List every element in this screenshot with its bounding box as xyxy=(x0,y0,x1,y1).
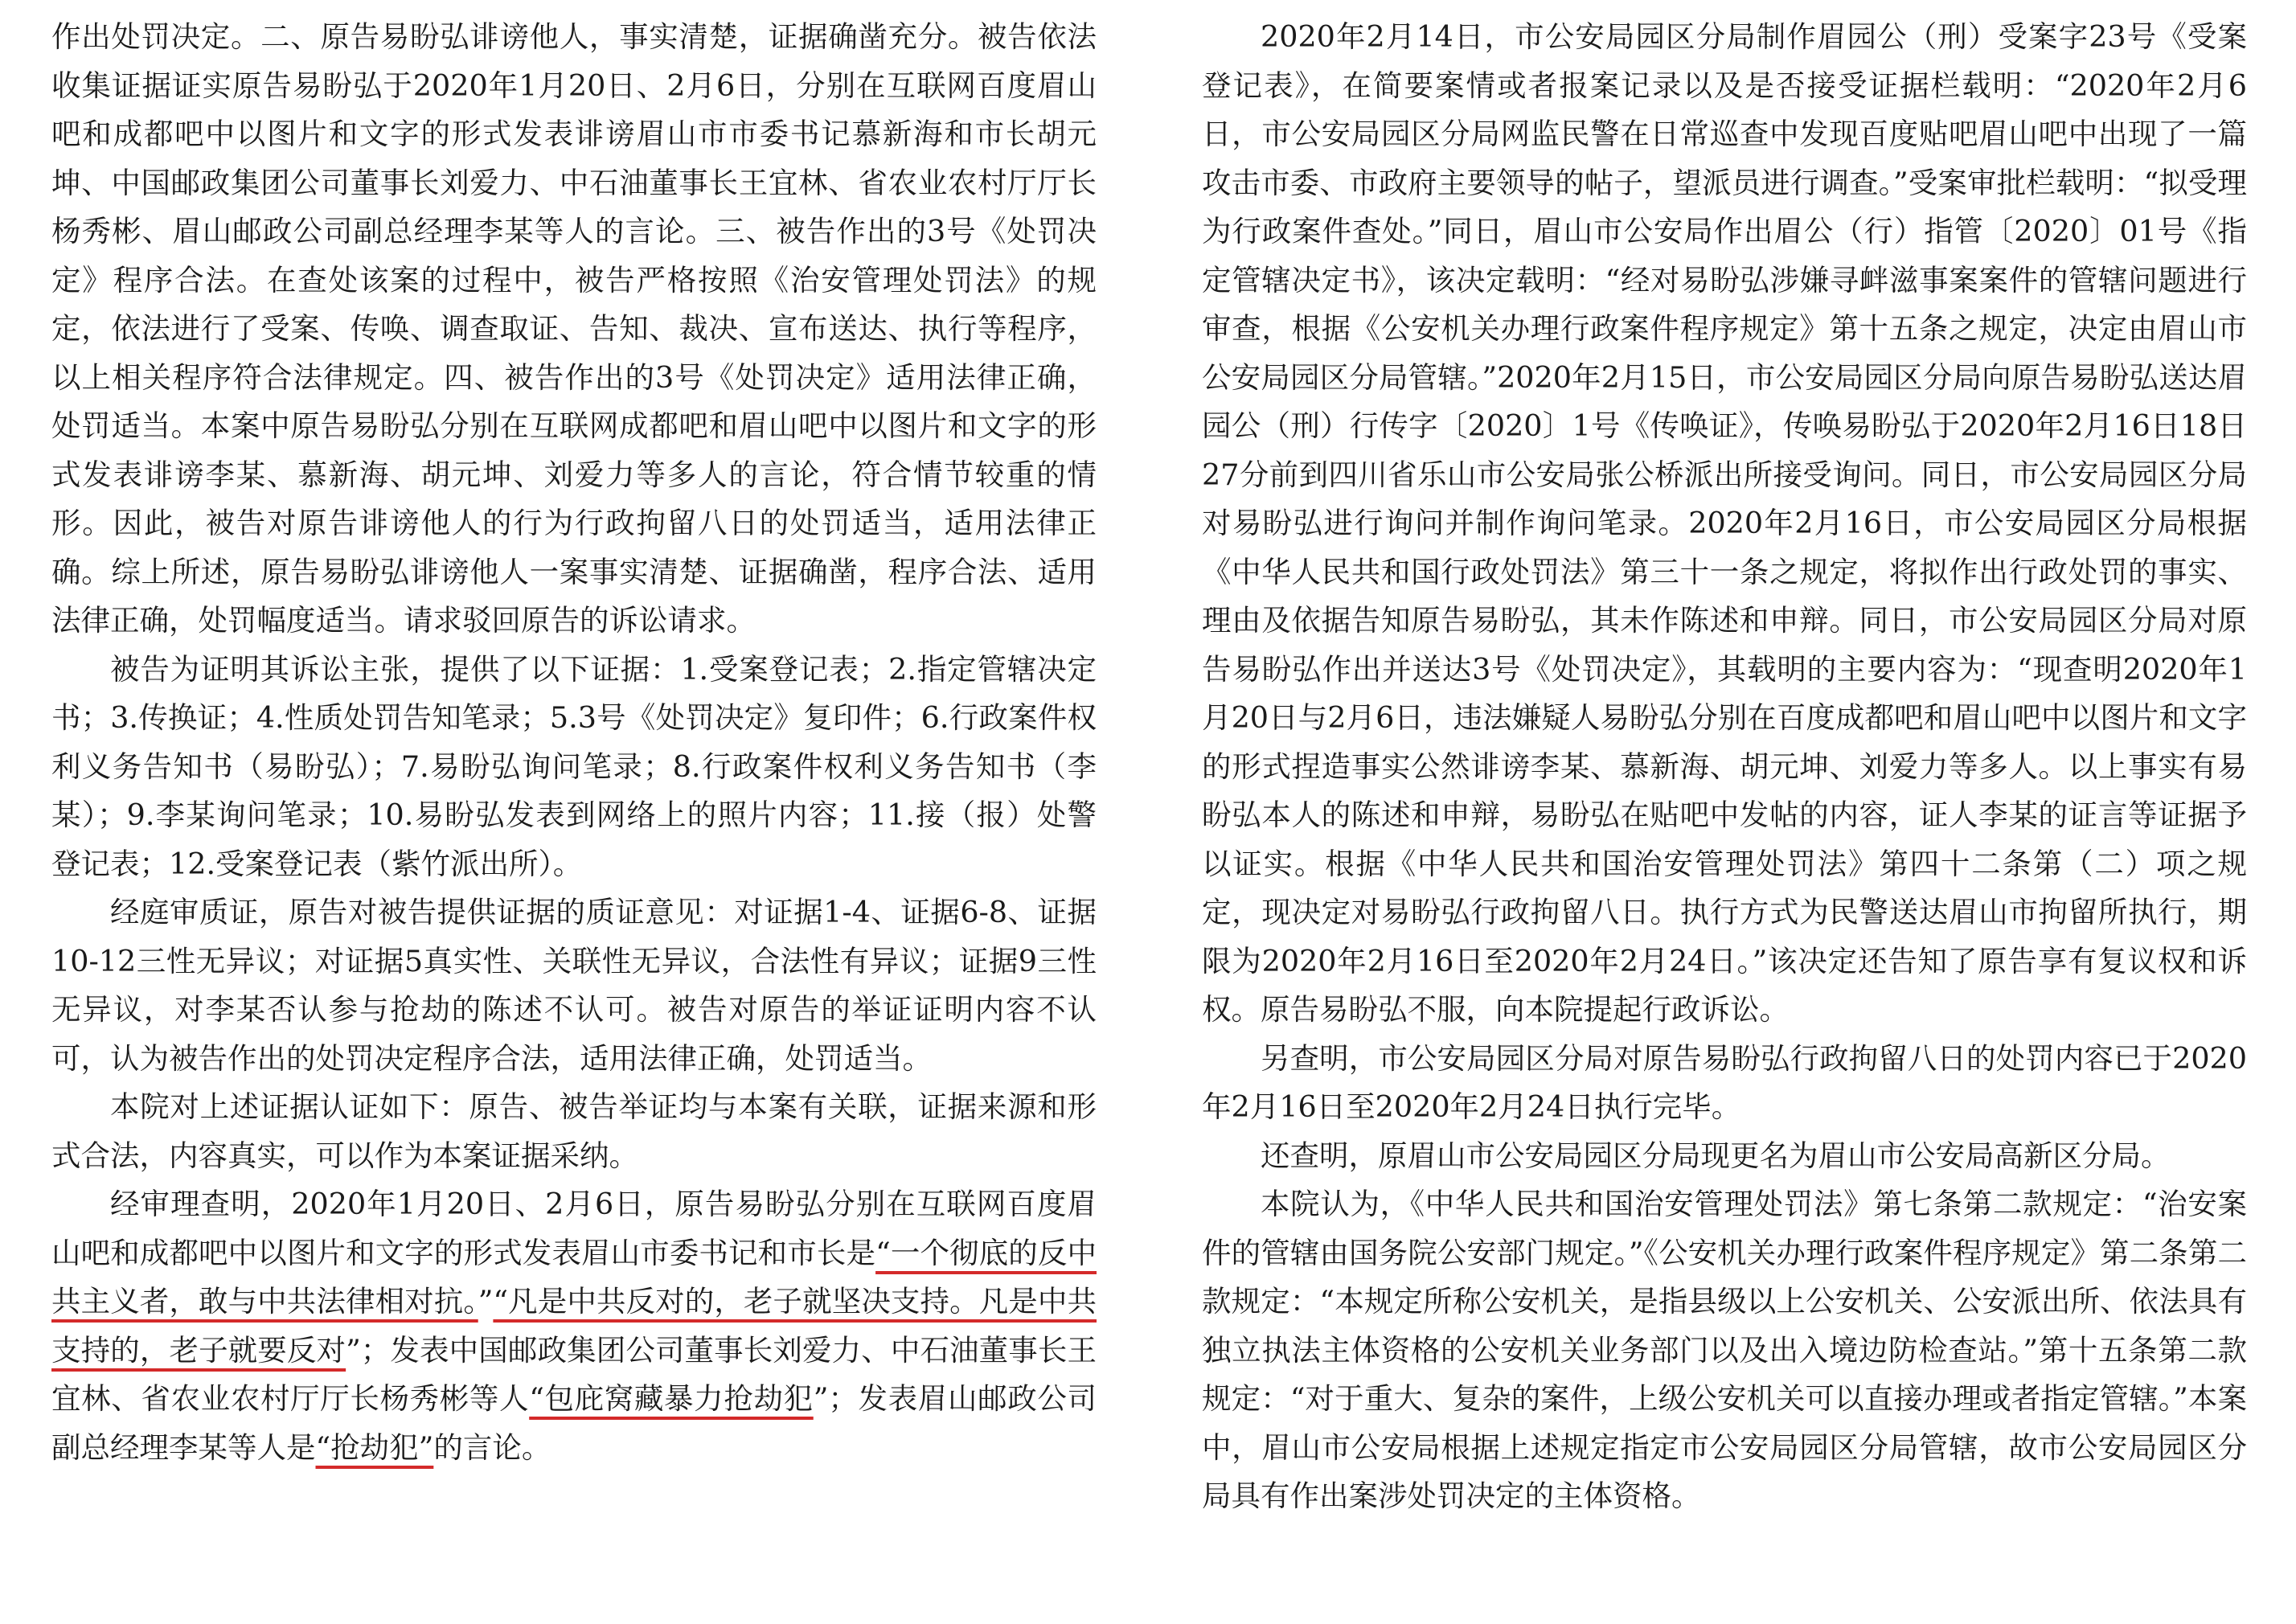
left-column xyxy=(51,13,1097,1472)
facts-text-4: ”；发表眉山邮政公司副总经理李某等人是 xyxy=(51,1381,1097,1465)
facts-text-5: 的言论。 xyxy=(433,1429,551,1465)
paragraph-defense-arguments: 作出处罚决定。二、原告易盼弘诽谤他人，事实清楚，证据确凿充分。被告依法收集证据证实原告易盼弘于2020年1月20日、2月6日，分别在互联网百度眉山吧和成都吧中以图片和文字的形式发表诽谤眉山市市委书记慕新海和市长胡元坤、中国邮政集团公司董事长刘爱力、中石油董事长王宜林、省农业农村厅厅长杨秀彬、眉山邮政公司副总经理李某等人的言论。三、被告作出的3号《处罚决定》程序合法。在查处该案的过程中，被告严格按照《治安管理处罚法》的规定，依法进行了受案、传唤、调查取证、告知、裁决、宣布送达、执行等程序，以上相关程序符合法律规定。四、被告作出的3号《处罚决定》适用法律正确，处罚适当。本案中原告易盼弘分别在互联网成都吧和眉山吧中以图片和文字的形式发表诽谤李某、慕新海、胡元坤、刘爱力等多人的言论，符合情节较重的情形。因此，被告对原告诽谤他人的行为行政拘留八日的处罚适当，适用法律正确。综上所述，原告易盼弘诽谤他人一案事实清楚、证据确凿，程序合法、适用法律正确，处罚幅度适当。请求驳回原告的诉讼请求。 xyxy=(51,19,1097,638)
underlined-quote-2: “凡是中共反对的，老子就坚决支持。凡是中共支持的，老子就要反对 xyxy=(51,1284,1097,1368)
underlined-quote-3: “包庇窝藏暴力抢劫犯 xyxy=(529,1381,814,1416)
paragraph-case-procedure: 2020年2月14日，市公安局园区分局制作眉园公（刑）受案字23号《受案登记表》，在简要案情或者报案记录以及是否接受证据栏载明：“2020年2月6日，市公安局园区分局网监民警在日常巡查中发现百度贴吧眉山吧中出现了一篇攻击市委、市政府主要领导的帖子，望派员进行调查。”受案审批栏载明：“拟受理为行政案件查处。”同日，眉山市公安局作出眉公（行）指管〔2020〕01号《指定管辖决定书》，该决定载明：“经对易盼弘涉嫌寻衅滋事案案件的管辖问题进行审查，根据《公安机关办理行政案件程序规定》第十五条之规定，决定由眉山市公安局园区分局管辖。”2020年2月15日，市公安局园区分局向原告易盼弘送达眉园公（刑）行传字〔2020〕1号《传唤证》，传唤易盼弘于2020年2月16日18日27分前到四川省乐山市公安局张公桥派出所接受询问。同日，市公安局园区分局对易盼弘进行询问并制作询问笔录。2020年2月16日，市公安局园区分局根据《中华人民共和国行政处罚法》第三十一条之规定，将拟作出行政处罚的事实、理由及依据告知原告易盼弘，其未作陈述和申辩。同日，市公安局园区分局对原告易盼弘作出并送达3号《处罚决定》，其载明的主要内容为：“现查明2020年1月20日与2月6日，违法嫌疑人易盼弘分别在百度成都吧和眉山吧中以图片和文字的形式捏造事实公然诽谤李某、慕新海、胡元坤、刘爱力等多人。以上事实有易盼弘本人的陈述和申辩，易盼弘在贴吧中发帖的内容，证人李某的证言等证据予以证实。根据《中华人民共和国治安管理处罚法》第四十二条第（二）项之规定，现决定对易盼弘行政拘留八日。执行方式为民警送达眉山市拘留所执行，期限为2020年2月16日至2020年2月24日。”该决定还告知了原告享有复议权和诉权。原告易盼弘不服，向本院提起行政诉讼。 xyxy=(1202,19,2247,1027)
underlined-quote-4: “抢劫犯” xyxy=(315,1429,434,1465)
paragraph-facts-found xyxy=(51,1180,1097,1472)
facts-text-3: ”；发表中国邮政集团公司董事长刘爱力、中石油董事长王宜林、省农业农村厅厅长杨秀彬等人 xyxy=(51,1332,1097,1416)
paragraph-court-opinion: 本院认为，《中华人民共和国治安管理处罚法》第七条第二款规定：“治安案件的管辖由国务院公安部门规定。”《公安机关办理行政案件程序规定》第二条第二款规定：“本规定所称公安机关，是指县级以上公安机关、公安派出所、依法具有独立执法主体资格的公安机关业务部门以及出入境边防检查站。”第十五条第二款规定：“对于重大、复杂的案件，上级公安机关可以直接办理或者指定管辖。”本案中，眉山市公安局根据上述规定指定市公安局园区分局管辖，故市公安局园区分局具有作出案涉处罚决定的主体资格。 xyxy=(1202,1187,2247,1513)
facts-text-1: 经审理查明，2020年1月20日、2月6日，原告易盼弘分别在互联网百度眉山吧和成都吧中以图片和文字的形式发表眉山市委书记和市长是 xyxy=(51,1187,1097,1270)
paragraph-cross-examination: 经庭审质证，原告对被告提供证据的质证意见：对证据1-4、证据6-8、证据10-12三性无异议；对证据5真实性、关联性无异议，合法性有异议；证据9三性无异议，对李某否认参与抢劫的陈述不认可。被告对原告的举证证明内容不认可，认为被告作出的处罚决定程序合法，适用法律正确，处罚适当。 xyxy=(51,895,1097,1076)
underlined-quote-1: “一个彻底的反中共主义者，敢与中共法律相对抗。 xyxy=(51,1235,1097,1318)
paragraph-bureau-renamed: 还查明，原眉山市公安局园区分局现更名为眉山市公安局高新区分局。 xyxy=(1261,1138,2171,1173)
paragraph-execution-completed: 另查明，市公安局园区分局对原告易盼弘行政拘留八日的处罚内容已于2020年2月16日至2020年2月24日执行完毕。 xyxy=(1202,1040,2247,1124)
paragraph-evidence-certification: 本院对上述证据认证如下：原告、被告举证均与本案有关联，证据来源和形式合法，内容真实，可以作为本案证据采纳。 xyxy=(51,1089,1097,1173)
facts-text-2: ” xyxy=(478,1284,494,1318)
right-column xyxy=(1202,13,2247,1521)
paragraph-defendant-evidence: 被告为证明其诉讼主张，提供了以下证据：1.受案登记表；2.指定管辖决定书；3.传换证；4.性质处罚告知笔录；5.3号《处罚决定》复印件；6.行政案件权利义务告知书（易盼弘）；7.易盼弘询问笔录；8.行政案件权利义务告知书（李某）；9.李某询问笔录；10.易盼弘发表到网络上的照片内容；11.接（报）处警登记表；12.受案登记表（紫竹派出所）。 xyxy=(51,651,1097,881)
